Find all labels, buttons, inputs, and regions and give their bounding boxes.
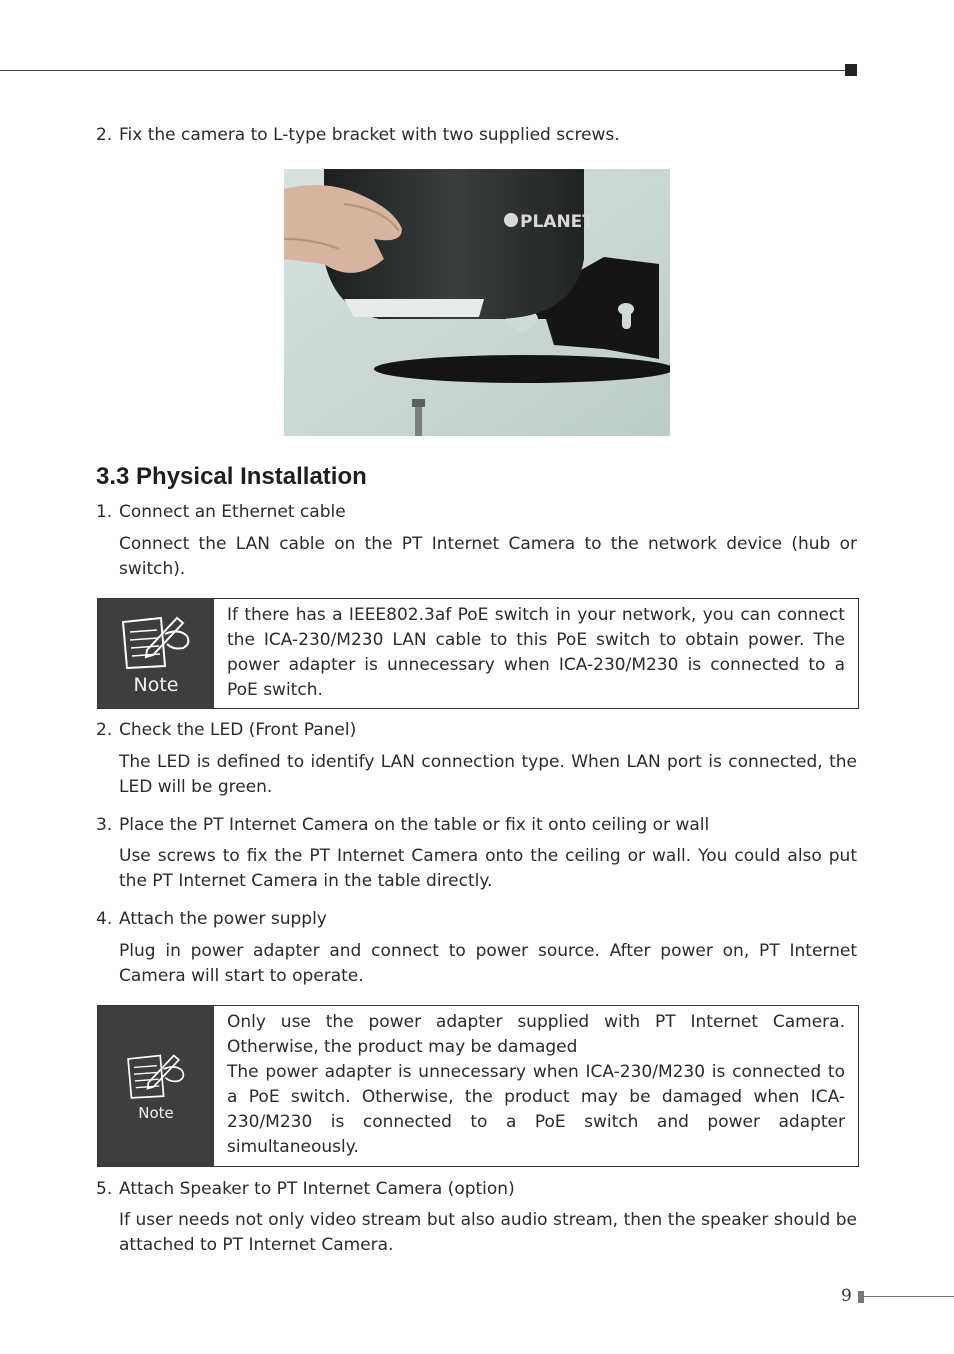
note-text-line-2: The power adapter is unnecessary when ICA-230/M230 is connected to a PoE switch. Otherwise, the product may be damaged when ICA-230/M230 is connected to a PoE switch and power adapter simultaneously. [227,1062,845,1157]
step-number: 2. [96,125,113,145]
step-1 [96,500,858,525]
camera-bracket-photo [284,169,670,436]
step-number: 2. [96,720,113,740]
footer-rule [864,1296,954,1297]
step-fix-camera [96,123,858,148]
step-title: Fix the camera to L-type bracket with two supplied screws. [119,125,620,145]
footer-square [858,1291,864,1303]
step-3-body: Use screws to fix the PT Internet Camera onto the ceiling or wall. You could also put the PT Internet Camera in the table directly. [119,846,857,891]
notepad-pen-icon [117,612,195,670]
note-label: Note [138,1104,174,1122]
step-3 [96,813,858,838]
page-number: 9 [841,1286,852,1306]
step-number: 1. [96,502,113,522]
step-1-body: Connect the LAN cable on the PT Internet Camera to the network device (hub or switch). [119,534,857,579]
step-number: 5. [96,1179,113,1199]
step-number: 4. [96,909,113,929]
step-title: Attach Speaker to PT Internet Camera (option) [119,1179,515,1199]
step-4 [96,907,858,932]
camera-bracket-illustration [284,169,670,436]
note-text [214,1006,858,1166]
step-title: Attach the power supply [119,909,327,929]
step-2 [96,718,858,743]
note-text: If there has a IEEE802.3af PoE switch in your network, you can connect the ICA-230/M230 LAN cable to this PoE switch to obtain power. The power adapter is unnecessary when ICA-230/M230 is connected to a PoE switch. [227,605,845,700]
step-4-body: Plug in power adapter and connect to power source. After power on, PT Internet Camera will start to operate. [119,941,857,986]
note-power-adapter [97,1005,859,1167]
header-rule [0,70,846,71]
note-side-panel [98,599,214,708]
note-text-line-1: Only use the power adapter supplied with PT Internet Camera. Otherwise, the product may be damaged [227,1012,845,1057]
step-title: Place the PT Internet Camera on the table or fix it onto ceiling or wall [119,815,710,835]
step-5 [96,1177,858,1202]
note-side-panel [98,1006,214,1166]
step-2-body: The LED is defined to identify LAN connection type. When LAN port is connected, the LED will be green. [119,752,857,797]
note-poe [97,598,859,709]
step-title: Check the LED (Front Panel) [119,720,357,740]
step-number: 3. [96,815,113,835]
photo-brand: PLANET [520,212,594,232]
header-square [845,64,857,76]
section-heading: 3.3 Physical Installation [96,463,367,490]
notepad-pen-icon [123,1050,189,1100]
step-5-body: If user needs not only video stream but also audio stream, then the speaker should be attached to PT Internet Camera. [119,1210,857,1255]
note-label: Note [133,673,179,696]
step-title: Connect an Ethernet cable [119,502,346,522]
